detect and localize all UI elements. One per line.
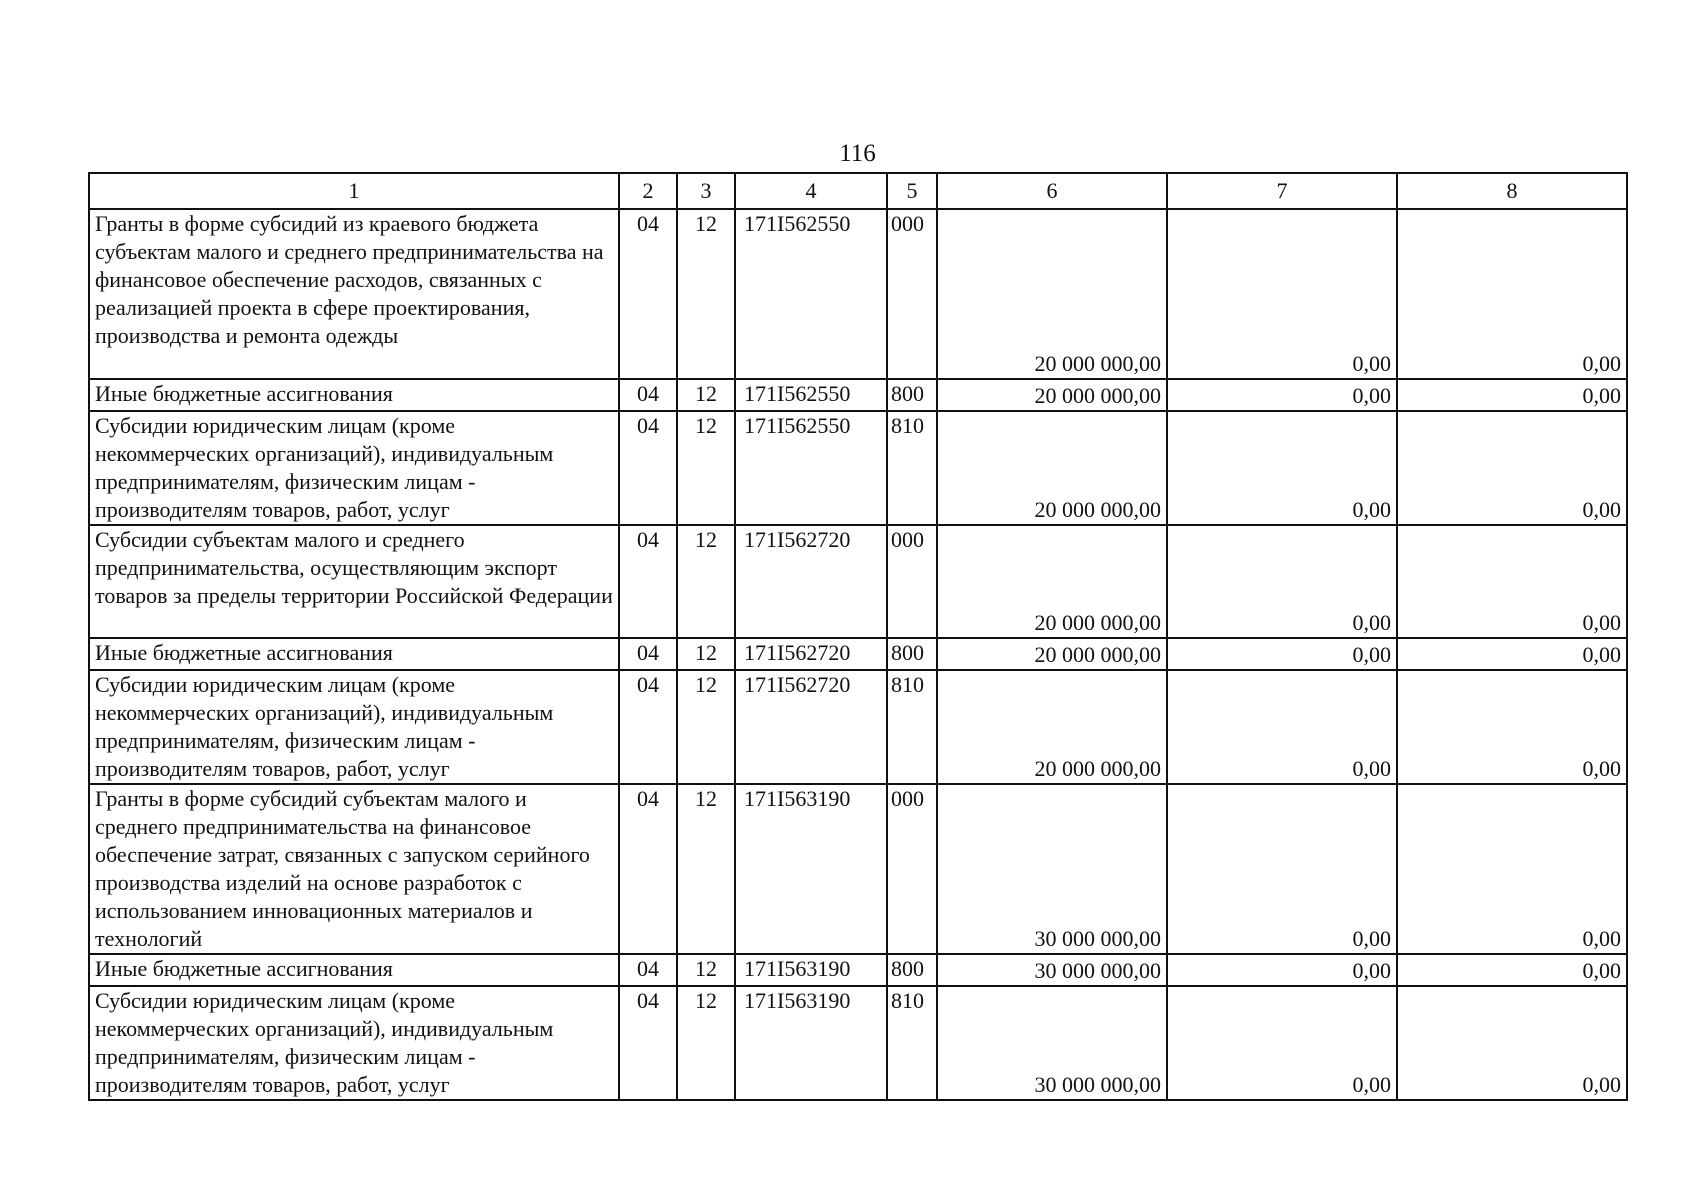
- amount-col7: 0,00: [1167, 784, 1397, 954]
- expense-type-code: 810: [887, 986, 937, 1100]
- amount-col6: 20 000 000,00: [937, 209, 1167, 379]
- target-article-code: 171I563190: [735, 986, 887, 1100]
- target-article-code: 171I562550: [735, 209, 887, 379]
- row-name: Иные бюджетные ассигнования: [89, 954, 619, 986]
- section-code: 04: [619, 986, 677, 1100]
- expense-type-code: 800: [887, 379, 937, 411]
- amount-col6: 20 000 000,00: [937, 379, 1167, 411]
- amount-col6: 20 000 000,00: [937, 638, 1167, 670]
- table-row: [89, 209, 1627, 379]
- column-header: 6: [937, 173, 1167, 209]
- amount-col7: 0,00: [1167, 411, 1397, 525]
- expense-type-code: 800: [887, 954, 937, 986]
- column-header: 7: [1167, 173, 1397, 209]
- column-header: 2: [619, 173, 677, 209]
- row-name: Субсидии юридическим лицам (кроме некоммерческих организаций), индивидуальным предпринимателям, физическим лицам - производителям товаров, работ, услуг: [89, 411, 619, 525]
- amount-col7: 0,00: [1167, 638, 1397, 670]
- amount-col6: 20 000 000,00: [937, 411, 1167, 525]
- amount-col6: 20 000 000,00: [937, 525, 1167, 638]
- column-header: 8: [1397, 173, 1627, 209]
- amount-col8: 0,00: [1397, 209, 1627, 379]
- subsection-code: 12: [677, 784, 735, 954]
- subsection-code: 12: [677, 986, 735, 1100]
- amount-col7: 0,00: [1167, 525, 1397, 638]
- section-code: 04: [619, 379, 677, 411]
- subsection-code: 12: [677, 954, 735, 986]
- row-name: Субсидии юридическим лицам (кроме некоммерческих организаций), индивидуальным предпринимателям, физическим лицам - производителям товаров, работ, услуг: [89, 986, 619, 1100]
- target-article-code: 171I562550: [735, 411, 887, 525]
- subsection-code: 12: [677, 638, 735, 670]
- expense-type-code: 810: [887, 670, 937, 784]
- amount-col7: 0,00: [1167, 986, 1397, 1100]
- amount-col8: 0,00: [1397, 411, 1627, 525]
- section-code: 04: [619, 954, 677, 986]
- budget-table: [88, 172, 1628, 1101]
- column-number-row: [89, 173, 1627, 209]
- section-code: 04: [619, 638, 677, 670]
- amount-col8: 0,00: [1397, 954, 1627, 986]
- target-article-code: 171I562720: [735, 638, 887, 670]
- expense-type-code: 800: [887, 638, 937, 670]
- table-row: [89, 525, 1627, 638]
- table-row: [89, 784, 1627, 954]
- amount-col6: 20 000 000,00: [937, 670, 1167, 784]
- amount-col7: 0,00: [1167, 209, 1397, 379]
- column-header: 3: [677, 173, 735, 209]
- subsection-code: 12: [677, 379, 735, 411]
- row-name: Гранты в форме субсидий субъектам малого и среднего предпринимательства на финансовое обеспечение затрат, связанных с запуском серийного производства изделий на основе разработок с использованием инновационных материалов и технологий: [89, 784, 619, 954]
- page-number: 116: [839, 140, 876, 167]
- amount-col8: 0,00: [1397, 525, 1627, 638]
- section-code: 04: [619, 670, 677, 784]
- row-name: Иные бюджетные ассигнования: [89, 638, 619, 670]
- amount-col8: 0,00: [1397, 784, 1627, 954]
- section-code: 04: [619, 525, 677, 638]
- amount-col6: 30 000 000,00: [937, 784, 1167, 954]
- target-article-code: 171I562720: [735, 525, 887, 638]
- row-name: Субсидии юридическим лицам (кроме некоммерческих организаций), индивидуальным предпринимателям, физическим лицам - производителям товаров, работ, услуг: [89, 670, 619, 784]
- target-article-code: 171I562720: [735, 670, 887, 784]
- column-header: 5: [887, 173, 937, 209]
- table-row: [89, 986, 1627, 1100]
- target-article-code: 171I563190: [735, 954, 887, 986]
- expense-type-code: 810: [887, 411, 937, 525]
- table-row: [89, 411, 1627, 525]
- amount-col7: 0,00: [1167, 954, 1397, 986]
- amount-col8: 0,00: [1397, 379, 1627, 411]
- expense-type-code: 000: [887, 209, 937, 379]
- expense-type-code: 000: [887, 784, 937, 954]
- amount-col6: 30 000 000,00: [937, 954, 1167, 986]
- column-header: 4: [735, 173, 887, 209]
- table-row: [89, 638, 1627, 670]
- row-name: Иные бюджетные ассигнования: [89, 379, 619, 411]
- column-header: 1: [89, 173, 619, 209]
- subsection-code: 12: [677, 525, 735, 638]
- amount-col6: 30 000 000,00: [937, 986, 1167, 1100]
- target-article-code: 171I563190: [735, 784, 887, 954]
- section-code: 04: [619, 411, 677, 525]
- section-code: 04: [619, 784, 677, 954]
- subsection-code: 12: [677, 209, 735, 379]
- subsection-code: 12: [677, 670, 735, 784]
- section-code: 04: [619, 209, 677, 379]
- expense-type-code: 000: [887, 525, 937, 638]
- amount-col8: 0,00: [1397, 638, 1627, 670]
- amount-col8: 0,00: [1397, 670, 1627, 784]
- table-row: [89, 379, 1627, 411]
- subsection-code: 12: [677, 411, 735, 525]
- table-row: [89, 954, 1627, 986]
- amount-col7: 0,00: [1167, 670, 1397, 784]
- amount-col7: 0,00: [1167, 379, 1397, 411]
- row-name: Субсидии субъектам малого и среднего предпринимательства, осуществляющим экспорт товаров за пределы территории Российской Федерации: [89, 525, 619, 638]
- table-row: [89, 670, 1627, 784]
- target-article-code: 171I562550: [735, 379, 887, 411]
- amount-col8: 0,00: [1397, 986, 1627, 1100]
- row-name: Гранты в форме субсидий из краевого бюджета субъектам малого и среднего предпринимательства на финансовое обеспечение расходов, связанных с реализацией проекта в сфере проектирования, производства и ремонта одежды: [89, 209, 619, 379]
